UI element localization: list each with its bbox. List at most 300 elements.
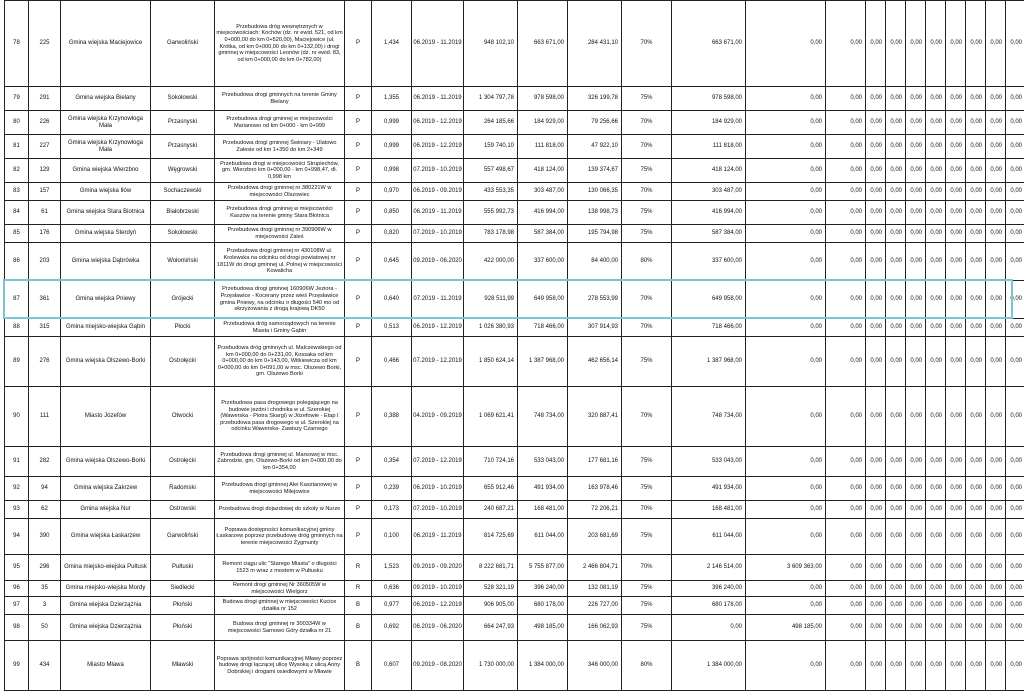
cell-typ: P xyxy=(345,243,372,281)
cell-zero: 0,00 xyxy=(886,243,906,281)
cell-d2019: 111 818,00 xyxy=(672,135,746,159)
cell-zero: 0,00 xyxy=(866,201,886,225)
cell-pkt: 1,355 xyxy=(372,87,412,111)
cell-zero: 0,00 xyxy=(946,581,966,597)
cell-zero: 0,00 xyxy=(1006,477,1024,501)
cell-zero: 0,00 xyxy=(1006,243,1024,281)
cell-d2020: 0,00 xyxy=(746,111,826,135)
cell-dof: 1 384 000,00 xyxy=(518,641,568,691)
cell-zero: 0,00 xyxy=(866,87,886,111)
cell-zero: 0,00 xyxy=(986,477,1006,501)
cell-opis: Przebudowa drogi gminnej Alei Kasztanowej w miejscowości Milejowice xyxy=(215,477,345,501)
cell-d2019: 587 384,00 xyxy=(672,225,746,243)
cell-zero: 0,00 xyxy=(946,319,966,337)
cell-termin: 07.2019 - 12.2019 xyxy=(412,337,464,387)
cell-opis: Przebudowa drogi gminnej w miejscowości Marianowo od km 0+000 - km 0+999 xyxy=(215,111,345,135)
cell-pkt: 0,607 xyxy=(372,641,412,691)
cell-zero: 0,00 xyxy=(966,243,986,281)
cell-zero: 0,00 xyxy=(826,201,866,225)
cell-koszt: 948 102,10 xyxy=(464,1,518,87)
cell-opis: Budowa drogi gminnej w miejscowości Kucice działka nr 152 xyxy=(215,597,345,615)
cell-zero: 0,00 xyxy=(866,135,886,159)
cell-gmina: Gmina wiejska Zakrzew xyxy=(61,477,151,501)
cell-gmina: Gmina wiejska Olszewo-Borki xyxy=(61,337,151,387)
cell-opis: Przebudowa dróg gminnych ul. Malczewskiego od km 0+000,00 do 0+231,00, Kossaka od km 0+000,00 do km 0+143,00, Witkiewicza od km 0+000,00 do km 0+091,00 w msc. Olszewo Borki, gm. Olszewo Borki xyxy=(215,337,345,387)
table-row xyxy=(5,477,1024,501)
cell-zero: 0,00 xyxy=(826,159,866,183)
cell-zero: 0,00 xyxy=(966,225,986,243)
cell-gmina: Gmina wiejska Bielany xyxy=(61,87,151,111)
cell-gmina: Gmina wiejska Dzierzążnia xyxy=(61,615,151,641)
cell-zero: 0,00 xyxy=(966,1,986,87)
cell-typ: P xyxy=(345,501,372,519)
table-row xyxy=(5,1,1024,87)
cell-pkt: 0,692 xyxy=(372,615,412,641)
cell-proc: 70% xyxy=(622,501,672,519)
table-row xyxy=(5,243,1024,281)
cell-zero: 0,00 xyxy=(826,387,866,447)
cell-zero: 0,00 xyxy=(966,477,986,501)
table-row xyxy=(5,581,1024,597)
cell-koszt: 528 321,19 xyxy=(464,581,518,597)
cell-zero: 0,00 xyxy=(986,615,1006,641)
cell-zero: 0,00 xyxy=(926,111,946,135)
cell-zero: 0,00 xyxy=(826,111,866,135)
cell-proc: 70% xyxy=(622,555,672,581)
cell-lp: 81 xyxy=(5,135,29,159)
cell-d2020: 0,00 xyxy=(746,501,826,519)
cell-wklad: 320 887,41 xyxy=(568,387,622,447)
cell-zero: 0,00 xyxy=(966,159,986,183)
cell-zero: 0,00 xyxy=(926,319,946,337)
cell-zero: 0,00 xyxy=(926,477,946,501)
cell-zero: 0,00 xyxy=(866,159,886,183)
cell-zero: 0,00 xyxy=(946,337,966,387)
cell-koszt: 1 304 797,78 xyxy=(464,87,518,111)
cell-d2019: 1 387 968,00 xyxy=(672,337,746,387)
cell-koszt: 928 511,99 xyxy=(464,281,518,319)
table-row xyxy=(5,501,1024,519)
cell-zero: 0,00 xyxy=(866,581,886,597)
cell-wklad: 139 374,67 xyxy=(568,159,622,183)
cell-lp: 78 xyxy=(5,1,29,87)
cell-termin: 07.2019 - 10.2019 xyxy=(412,225,464,243)
cell-lp: 84 xyxy=(5,201,29,225)
cell-koszt: 1 069 621,41 xyxy=(464,387,518,447)
cell-zero: 0,00 xyxy=(866,597,886,615)
cell-nr: 111 xyxy=(29,387,61,447)
cell-zero: 0,00 xyxy=(906,87,926,111)
cell-zero: 0,00 xyxy=(966,87,986,111)
cell-zero: 0,00 xyxy=(1006,387,1024,447)
cell-dof: 498 185,00 xyxy=(518,615,568,641)
cell-proc: 70% xyxy=(622,135,672,159)
cell-zero: 0,00 xyxy=(906,447,926,477)
cell-d2019: 718 466,00 xyxy=(672,319,746,337)
cell-zero: 0,00 xyxy=(866,281,886,319)
cell-proc: 75% xyxy=(622,87,672,111)
cell-koszt: 159 740,10 xyxy=(464,135,518,159)
cell-koszt: 710 724,16 xyxy=(464,447,518,477)
cell-zero: 0,00 xyxy=(826,519,866,555)
cell-termin: 06.2019 - 10.2019 xyxy=(412,477,464,501)
cell-zero: 0,00 xyxy=(826,501,866,519)
cell-zero: 0,00 xyxy=(826,87,866,111)
cell-zero: 0,00 xyxy=(926,243,946,281)
cell-powiat: Pułtuski xyxy=(151,555,215,581)
cell-zero: 0,00 xyxy=(986,581,1006,597)
cell-lp: 93 xyxy=(5,501,29,519)
cell-zero: 0,00 xyxy=(886,555,906,581)
cell-wklad: 47 922,10 xyxy=(568,135,622,159)
cell-d2019: 0,00 xyxy=(672,615,746,641)
cell-d2020: 0,00 xyxy=(746,337,826,387)
cell-nr: 282 xyxy=(29,447,61,477)
cell-wklad: 203 681,69 xyxy=(568,519,622,555)
table-row xyxy=(5,447,1024,477)
cell-zero: 0,00 xyxy=(866,387,886,447)
cell-d2020: 0,00 xyxy=(746,1,826,87)
cell-zero: 0,00 xyxy=(986,319,1006,337)
cell-lp: 85 xyxy=(5,225,29,243)
cell-zero: 0,00 xyxy=(866,1,886,87)
cell-zero: 0,00 xyxy=(966,581,986,597)
cell-nr: 94 xyxy=(29,477,61,501)
cell-typ: P xyxy=(345,201,372,225)
cell-d2020: 0,00 xyxy=(746,581,826,597)
cell-pkt: 0,173 xyxy=(372,501,412,519)
cell-wklad: 163 978,46 xyxy=(568,477,622,501)
cell-dof: 168 481,00 xyxy=(518,501,568,519)
cell-d2019: 533 043,00 xyxy=(672,447,746,477)
cell-typ: B xyxy=(345,641,372,691)
cell-powiat: Płoński xyxy=(151,615,215,641)
cell-zero: 0,00 xyxy=(906,135,926,159)
cell-nr: 203 xyxy=(29,243,61,281)
cell-opis: Przebudowa dróg wewnętrznych w miejscowościach: Kochów (dz. nr ewid. 521, od km 0+000,00 do km 0+520,00), Maciejowice (ul. Krótka, od km 0+000,00 do km 0+132,00) i drogi gminnej w miejscowości Leonów (dz. nr ewid. 83, od km 0+000,00 do km 0+782,00) xyxy=(215,1,345,87)
cell-zero: 0,00 xyxy=(926,201,946,225)
table-row xyxy=(5,201,1024,225)
cell-pkt: 0,640 xyxy=(372,281,412,319)
cell-powiat: Płoński xyxy=(151,597,215,615)
cell-powiat: Przasnyski xyxy=(151,111,215,135)
cell-zero: 0,00 xyxy=(966,201,986,225)
cell-zero: 0,00 xyxy=(886,159,906,183)
cell-d2020: 0,00 xyxy=(746,243,826,281)
cell-powiat: Przasnyski xyxy=(151,135,215,159)
cell-zero: 0,00 xyxy=(906,201,926,225)
cell-zero: 0,00 xyxy=(946,225,966,243)
cell-pkt: 0,466 xyxy=(372,337,412,387)
cell-zero: 0,00 xyxy=(926,159,946,183)
cell-dof: 978 598,00 xyxy=(518,87,568,111)
cell-nr: 226 xyxy=(29,111,61,135)
cell-d2020: 0,00 xyxy=(746,87,826,111)
cell-zero: 0,00 xyxy=(886,183,906,201)
cell-opis: Przebudowa drogi gminnej ul. Marsowej w msc. Zabrodzie, gm. Olszewo-Borki od km 0+000,00 do km 0+354,00 xyxy=(215,447,345,477)
cell-d2020: 3 609 363,00 xyxy=(746,555,826,581)
cell-termin: 09.2019 - 10.2019 xyxy=(412,581,464,597)
cell-powiat: Ostrowski xyxy=(151,501,215,519)
cell-zero: 0,00 xyxy=(886,135,906,159)
cell-powiat: Ostrołęcki xyxy=(151,447,215,477)
cell-zero: 0,00 xyxy=(886,641,906,691)
cell-powiat: Grójecki xyxy=(151,281,215,319)
cell-koszt: 1 730 000,00 xyxy=(464,641,518,691)
cell-lp: 95 xyxy=(5,555,29,581)
table-row xyxy=(5,87,1024,111)
cell-zero: 0,00 xyxy=(966,281,986,319)
cell-lp: 97 xyxy=(5,597,29,615)
cell-koszt: 906 905,00 xyxy=(464,597,518,615)
cell-dof: 418 124,00 xyxy=(518,159,568,183)
cell-wklad: 84 400,00 xyxy=(568,243,622,281)
cell-typ: P xyxy=(345,159,372,183)
cell-zero: 0,00 xyxy=(906,225,926,243)
cell-nr: 3 xyxy=(29,597,61,615)
cell-wklad: 284 431,10 xyxy=(568,1,622,87)
cell-zero: 0,00 xyxy=(826,183,866,201)
cell-zero: 0,00 xyxy=(886,337,906,387)
cell-nr: 276 xyxy=(29,337,61,387)
cell-dof: 416 994,00 xyxy=(518,201,568,225)
table-row xyxy=(5,597,1024,615)
cell-d2020: 0,00 xyxy=(746,281,826,319)
cell-zero: 0,00 xyxy=(906,519,926,555)
cell-zero: 0,00 xyxy=(1006,501,1024,519)
cell-nr: 129 xyxy=(29,159,61,183)
cell-zero: 0,00 xyxy=(1006,447,1024,477)
cell-typ: P xyxy=(345,111,372,135)
cell-zero: 0,00 xyxy=(886,281,906,319)
cell-pkt: 0,636 xyxy=(372,581,412,597)
cell-proc: 75% xyxy=(622,337,672,387)
cell-gmina: Gmina wiejska Olszewo-Borki xyxy=(61,447,151,477)
cell-zero: 0,00 xyxy=(946,87,966,111)
cell-zero: 0,00 xyxy=(866,319,886,337)
cell-wklad: 226 727,00 xyxy=(568,597,622,615)
cell-zero: 0,00 xyxy=(1006,183,1024,201)
cell-zero: 0,00 xyxy=(886,201,906,225)
cell-opis: Budowa drogi gminnej nr 300334W w miejscowości Sarnowo Góry działka nr 21 xyxy=(215,615,345,641)
cell-typ: P xyxy=(345,477,372,501)
cell-zero: 0,00 xyxy=(866,501,886,519)
cell-pkt: 0,999 xyxy=(372,111,412,135)
cell-proc: 80% xyxy=(622,243,672,281)
cell-nr: 50 xyxy=(29,615,61,641)
cell-zero: 0,00 xyxy=(1006,641,1024,691)
cell-nr: 361 xyxy=(29,281,61,319)
cell-zero: 0,00 xyxy=(946,615,966,641)
cell-opis: Przebudowa dróg samorządowych na terenie Miasta i Gminy Gąbin xyxy=(215,319,345,337)
cell-typ: R xyxy=(345,581,372,597)
cell-typ: P xyxy=(345,447,372,477)
cell-lp: 88 xyxy=(5,319,29,337)
cell-zero: 0,00 xyxy=(886,477,906,501)
cell-dof: 303 487,00 xyxy=(518,183,568,201)
cell-zero: 0,00 xyxy=(926,555,946,581)
cell-zero: 0,00 xyxy=(986,501,1006,519)
cell-termin: 06.2019 - 12.2019 xyxy=(412,319,464,337)
cell-d2020: 0,00 xyxy=(746,319,826,337)
cell-opis: Przebudowa drogi w miejscowości Strupiechów, gm. Wierzbno km 0+000,00 - km 0+998,47, dł. 0,998 km xyxy=(215,159,345,183)
cell-nr: 35 xyxy=(29,581,61,597)
cell-lp: 79 xyxy=(5,87,29,111)
cell-d2020: 0,00 xyxy=(746,225,826,243)
cell-lp: 94 xyxy=(5,519,29,555)
cell-pkt: 1,523 xyxy=(372,555,412,581)
cell-zero: 0,00 xyxy=(1006,111,1024,135)
cell-nr: 225 xyxy=(29,1,61,87)
cell-typ: P xyxy=(345,183,372,201)
cell-d2019: 680 178,00 xyxy=(672,597,746,615)
cell-zero: 0,00 xyxy=(966,641,986,691)
cell-zero: 0,00 xyxy=(826,243,866,281)
cell-powiat: Otwocki xyxy=(151,387,215,447)
cell-zero: 0,00 xyxy=(966,519,986,555)
cell-powiat: Ostrołęcki xyxy=(151,337,215,387)
cell-d2020: 0,00 xyxy=(746,519,826,555)
cell-zero: 0,00 xyxy=(1006,519,1024,555)
cell-koszt: 433 553,35 xyxy=(464,183,518,201)
cell-zero: 0,00 xyxy=(986,387,1006,447)
cell-dof: 1 387 968,00 xyxy=(518,337,568,387)
cell-d2020: 0,00 xyxy=(746,447,826,477)
cell-dof: 184 929,00 xyxy=(518,111,568,135)
cell-zero: 0,00 xyxy=(926,337,946,387)
cell-pkt: 0,850 xyxy=(372,201,412,225)
cell-zero: 0,00 xyxy=(926,519,946,555)
cell-koszt: 557 498,67 xyxy=(464,159,518,183)
cell-koszt: 814 725,69 xyxy=(464,519,518,555)
cell-wklad: 72 206,21 xyxy=(568,501,622,519)
cell-dof: 718 466,00 xyxy=(518,319,568,337)
cell-proc: 70% xyxy=(622,111,672,135)
cell-gmina: Gmina wiejska Nur xyxy=(61,501,151,519)
cell-nr: 227 xyxy=(29,135,61,159)
cell-zero: 0,00 xyxy=(986,135,1006,159)
cell-d2019: 418 124,00 xyxy=(672,159,746,183)
cell-koszt: 655 912,46 xyxy=(464,477,518,501)
cell-termin: 06.2019 - 12.2019 xyxy=(412,597,464,615)
cell-zero: 0,00 xyxy=(1006,87,1024,111)
cell-pkt: 0,354 xyxy=(372,447,412,477)
cell-zero: 0,00 xyxy=(1006,615,1024,641)
cell-gmina: Gmina miejsko-wiejska Pułtusk xyxy=(61,555,151,581)
cell-zero: 0,00 xyxy=(986,597,1006,615)
cell-opis: Przebudowa pasa drogowego polegającego na budowie jezdni i chodnika w ul. Szerokiej (Wawerska - Piotra Skargi) w Józefowie - Etap I przebudowa pasa drogowego w ul. Szerokiej na odcinku Wawerska- Zawiszy Czarnego xyxy=(215,387,345,447)
cell-d2020: 0,00 xyxy=(746,641,826,691)
cell-zero: 0,00 xyxy=(886,501,906,519)
table-body xyxy=(5,1,1024,691)
cell-zero: 0,00 xyxy=(986,243,1006,281)
cell-zero: 0,00 xyxy=(866,243,886,281)
cell-opis: Poprawa dostępności komunikacyjnej gminy Łaskarzew poprzez przebudowę dróg gminnych na terenie miejscowości Żygmunty xyxy=(215,519,345,555)
cell-zero: 0,00 xyxy=(826,135,866,159)
cell-zero: 0,00 xyxy=(866,447,886,477)
cell-typ: R xyxy=(345,555,372,581)
cell-zero: 0,00 xyxy=(866,615,886,641)
cell-lp: 87 xyxy=(5,281,29,319)
cell-zero: 0,00 xyxy=(966,135,986,159)
cell-zero: 0,00 xyxy=(966,447,986,477)
table-row xyxy=(5,183,1024,201)
cell-proc: 70% xyxy=(622,1,672,87)
cell-d2019: 1 384 000,00 xyxy=(672,641,746,691)
cell-zero: 0,00 xyxy=(1006,281,1024,319)
cell-zero: 0,00 xyxy=(946,447,966,477)
cell-d2020: 0,00 xyxy=(746,135,826,159)
cell-dof: 5 755 877,00 xyxy=(518,555,568,581)
table-row xyxy=(5,615,1024,641)
cell-d2020: 0,00 xyxy=(746,183,826,201)
funding-table xyxy=(4,0,1024,691)
cell-powiat: Siedlecki xyxy=(151,581,215,597)
table-row xyxy=(5,135,1024,159)
cell-lp: 89 xyxy=(5,337,29,387)
table-row xyxy=(5,281,1024,319)
cell-powiat: Garwoliński xyxy=(151,519,215,555)
cell-termin: 09.2019 - 09.2020 xyxy=(412,555,464,581)
cell-d2020: 0,00 xyxy=(746,159,826,183)
cell-zero: 0,00 xyxy=(946,597,966,615)
cell-zero: 0,00 xyxy=(886,519,906,555)
cell-opis: Przebudowa drogi gminnej nr 390906W w miejscowości Zaleś xyxy=(215,225,345,243)
cell-wklad: 166 062,93 xyxy=(568,615,622,641)
cell-zero: 0,00 xyxy=(906,615,926,641)
cell-termin: 07.2019 - 12.2019 xyxy=(412,447,464,477)
cell-typ: B xyxy=(345,597,372,615)
cell-zero: 0,00 xyxy=(926,641,946,691)
cell-powiat: Płocki xyxy=(151,319,215,337)
cell-zero: 0,00 xyxy=(826,597,866,615)
cell-termin: 06.2019 - 11.2019 xyxy=(412,201,464,225)
cell-wklad: 130 066,35 xyxy=(568,183,622,201)
cell-dof: 680 178,00 xyxy=(518,597,568,615)
cell-proc: 70% xyxy=(622,319,672,337)
cell-wklad: 278 553,99 xyxy=(568,281,622,319)
cell-proc: 75% xyxy=(622,201,672,225)
cell-zero: 0,00 xyxy=(906,501,926,519)
cell-gmina: Gmina wiejska Krzynowłoga Mała xyxy=(61,111,151,135)
cell-dof: 587 384,00 xyxy=(518,225,568,243)
cell-opis: Przebudowa drogi dojazdowej do szkoły w Nurze xyxy=(215,501,345,519)
cell-wklad: 79 256,66 xyxy=(568,111,622,135)
cell-opis: Remont drogi gminnej Nr 360505W w miejscowości Wielgorz xyxy=(215,581,345,597)
cell-d2020: 0,00 xyxy=(746,387,826,447)
cell-zero: 0,00 xyxy=(946,501,966,519)
cell-lp: 98 xyxy=(5,615,29,641)
cell-zero: 0,00 xyxy=(986,281,1006,319)
cell-termin: 04.2019 - 09.2019 xyxy=(412,387,464,447)
cell-zero: 0,00 xyxy=(1006,1,1024,87)
cell-termin: 06.2019 - 12.2019 xyxy=(412,111,464,135)
cell-dof: 337 600,00 xyxy=(518,243,568,281)
cell-powiat: Sokołowski xyxy=(151,225,215,243)
cell-gmina: Gmina wiejska Sterdyń xyxy=(61,225,151,243)
cell-zero: 0,00 xyxy=(826,447,866,477)
cell-powiat: Wołomiński xyxy=(151,243,215,281)
cell-zero: 0,00 xyxy=(946,555,966,581)
cell-dof: 396 240,00 xyxy=(518,581,568,597)
cell-nr: 291 xyxy=(29,87,61,111)
cell-zero: 0,00 xyxy=(946,159,966,183)
cell-d2020: 0,00 xyxy=(746,597,826,615)
cell-zero: 0,00 xyxy=(866,225,886,243)
cell-wklad: 326 199,78 xyxy=(568,87,622,111)
cell-zero: 0,00 xyxy=(906,183,926,201)
cell-d2019: 2 146 514,00 xyxy=(672,555,746,581)
